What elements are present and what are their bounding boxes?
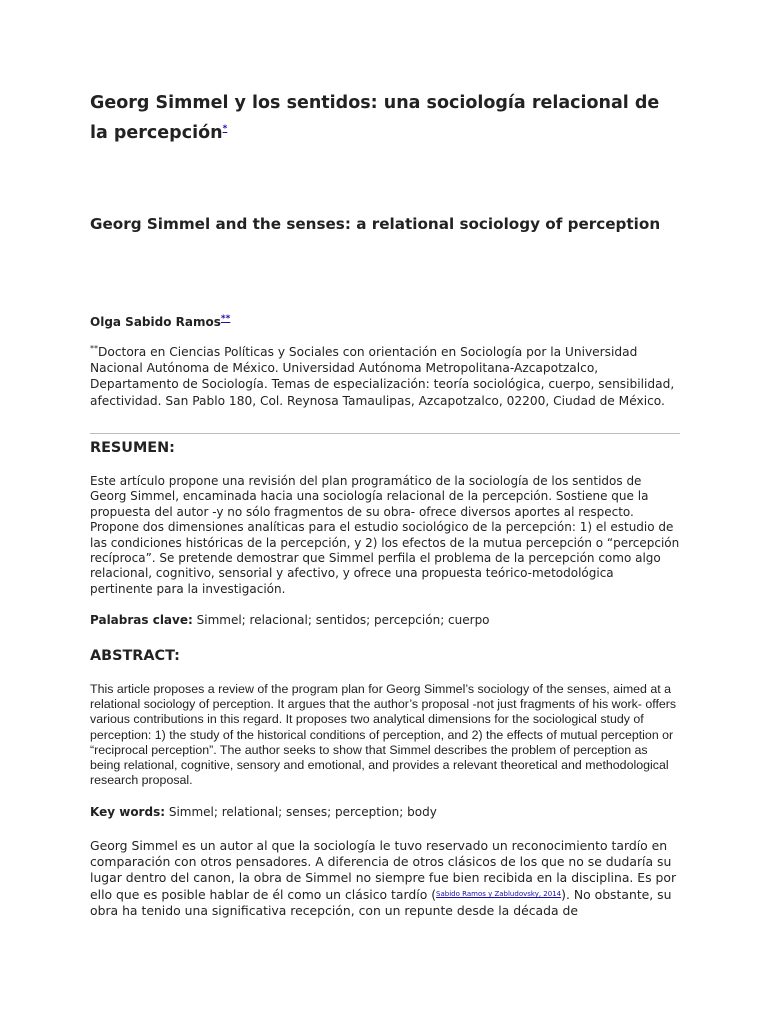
resumen-text: Este artículo propone una revisión del plan programático de la sociología de los sentidos de Georg Simmel, encaminada hacia una sociología relacional de la percepción. Sostiene que la propuesta del autor -y no sólo fragmentos de su obra- ofrece diversos aportes al respecto. Propone dos dimensiones analíticas para el estudio sociológico de la percepción: 1) el estudio de las condiciones históricas de la percepción, y 2) los efectos de la mutua percepción o “percepción recíproca”. Se pretende demostrar que Simmel perfila el problema de la percepción como algo relacional, cognitivo, sensorial y afectivo, y ofrece una propuesta teórico-metodológica pertinente para la investigación. (90, 474, 680, 596)
abstract-heading: ABSTRACT: (90, 648, 180, 664)
resumen-heading: RESUMEN: (90, 440, 175, 456)
abstract-keywords-label: Key words: (90, 805, 166, 819)
section-divider (90, 433, 680, 434)
author-name-text: Olga Sabido Ramos (90, 315, 221, 329)
title-footnote-link[interactable]: * (222, 124, 228, 134)
article-title (90, 92, 680, 145)
affiliation-text: Doctora en Ciencias Políticas y Sociales con orientación en Sociología por la Universidad Nacional Autónoma de México. Universidad Autónoma Metropolitana-Azcapotzalco, Departamento de Sociología. Temas de especialización: teoría sociológica, cuerpo, sensibilidad, afectividad. San Pablo 180, Col. Reynosa Tamaulipas, Azcapotzalco, 02200, Ciudad de México. (90, 345, 675, 408)
article-subtitle-english: Georg Simmel and the senses: a relational sociology of perception (90, 215, 661, 233)
author-footnote-link[interactable]: ** (220, 314, 231, 324)
resumen-keywords (90, 612, 490, 628)
author-name (90, 311, 230, 330)
resumen-keywords-values: Simmel; relacional; sentidos; percepción; cuerpo (196, 613, 490, 627)
body-paragraph (90, 838, 680, 919)
body-text-part-2: ). No obstante, su obra ha tenido una significativa recepción, con un repunte desde la década de (90, 887, 672, 919)
author-footnote-ref (221, 313, 230, 324)
article-title-text: Georg Simmel y los sentidos: una sociología relacional de la percepción (90, 93, 660, 143)
title-footnote-ref (223, 118, 228, 135)
body-text-part-1: Georg Simmel es un autor al que la sociología le tuvo reservado un reconocimiento tardío en comparación con otros pensadores. A diferencia de otros clásicos de los que no se dudaría su lugar dentro del canon, la obra de Simmel no siempre fue bien recibida en la disciplina. Es por ello que es posible hablar de él como un clásico tardío ( (90, 838, 677, 903)
author-affiliation (90, 344, 680, 409)
citation-link[interactable]: Sabido Ramos y Zabludovsky, 2014 (436, 890, 562, 899)
abstract-keywords-values: Simmel; relational; senses; perception; body (168, 805, 437, 819)
affiliation-mark: ** (90, 343, 98, 353)
resumen-keywords-label: Palabras clave: (90, 613, 193, 627)
abstract-text: This article proposes a review of the program plan for Georg Simmel’s sociology of the senses, aimed at a relational sociology of perception. It argues that the author’s proposal -not just fragments of his work- offers various contributions in this regard. It proposes two analytical dimensions for the sociological study of perception: 1) the study of the historical conditions of perception, and 2) the effects of mutual perception or “reciprocal perception”. The author seeks to show that Simmel describes the problem of perception as being relational, cognitive, sensory and emotional, and provides a relevant theoretical and methodological research proposal. (90, 682, 677, 788)
abstract-keywords (90, 804, 437, 820)
